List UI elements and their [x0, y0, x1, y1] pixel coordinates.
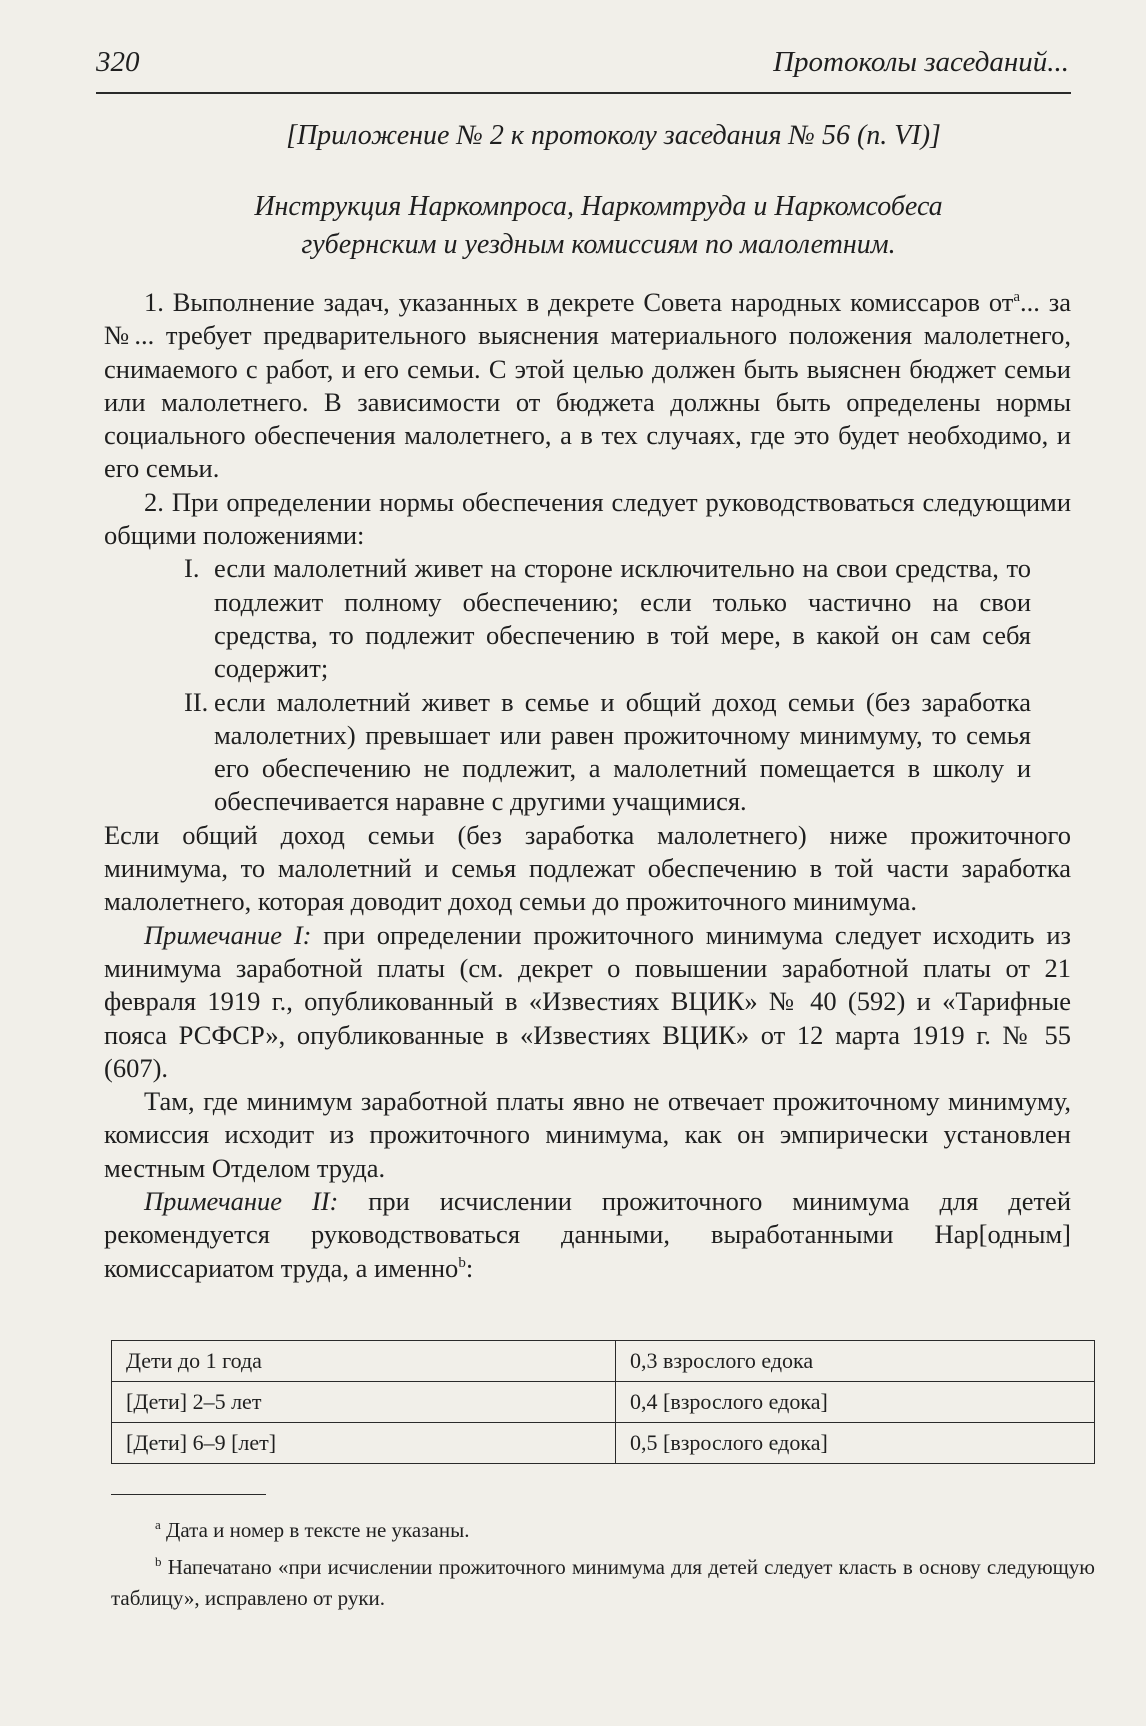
document-title-line-1: Инструкция Наркомпроса, Наркомтруда и Наркомсобеса — [254, 191, 943, 222]
note-2-label: Примечание II: — [144, 1186, 339, 1217]
note-2-text: при исчислении прожиточного минимума для детей рекомендуется руководствоваться данными, выработанными Нар[одным] комиссариатом труда, а именно — [104, 1186, 1071, 1283]
footnote-ref-a: a — [1013, 289, 1021, 306]
document-title-line-2: губернским и уездным комиссиям по малолетним. — [301, 229, 896, 260]
footnote-mark-b: b — [155, 1554, 162, 1569]
list-marker-1: I. — [184, 553, 200, 584]
paragraph-1-start: 1. Выполнение задач, указанных в декрете Совета народных комиссаров от — [144, 287, 1014, 317]
running-head — [96, 42, 1071, 94]
list-item-1 — [104, 552, 1071, 685]
footnote-divider — [111, 1494, 266, 1495]
note-2 — [104, 1185, 1071, 1285]
paragraph-3: Если общий доход семьи (без заработка малолетнего) ниже прожиточного минимума, то малолетний и семья подлежат обеспечению в той части заработка малолетнего, которая доводит доход семьи до прожиточного минимума. — [104, 819, 1071, 917]
appendix-title: [Приложение № 2 к протоколу заседания № 56 (п. VI)] — [286, 120, 941, 151]
note-1-label: Примечание I: — [144, 919, 312, 950]
page-number: 320 — [96, 46, 140, 78]
subsistence-table — [111, 1340, 1095, 1464]
document-title — [96, 188, 1071, 264]
paragraph-1 — [104, 286, 1071, 486]
table-cell-age: Дети до 1 года — [112, 1341, 616, 1382]
running-title: Протоколы заседаний... — [773, 46, 1069, 78]
table-cell-norm: 0,5 [взрослого едока] — [616, 1423, 1095, 1464]
footnote-a — [111, 1515, 1095, 1546]
table-cell-norm: 0,4 [взрослого едока] — [616, 1382, 1095, 1423]
note-1-text: при определении прожиточного минимума следует исходить из минимума заработной платы (см. декрет о повышении заработной платы от 21 февраля 1919 г., опубликованный в «Известиях ВЦИК» № 40 (592) и «Тарифные пояса РСФСР», опубликованные в «Известиях ВЦИК» от 12 марта 1919 г. № 55 (607). — [104, 919, 1071, 1083]
footnote-b — [111, 1552, 1095, 1614]
list-marker-2: II. — [184, 686, 209, 717]
paragraph-2: 2. При определении нормы обеспечения следует руководствоваться следующими общими положениями: — [104, 486, 1071, 551]
table-row — [112, 1423, 1095, 1464]
footnotes — [111, 1515, 1095, 1620]
list-item-1-text: если малолетний живет на стороне исключительно на свои средства, то подлежит полному обеспечению; если только частично на свои средства, то подлежит обеспечению в той мере, в какой он сам себя содержит; — [214, 553, 1031, 684]
table-cell-norm: 0,3 взрослого едока — [616, 1341, 1095, 1382]
note-1 — [104, 919, 1071, 1085]
paragraph-4: Там, где минимум заработной платы явно не отвечает прожиточному минимуму, комиссия исходит из прожиточного минимума, как он эмпирически установлен местным Отделом труда. — [104, 1086, 1071, 1183]
list-item-2-text: если малолетний живет в семье и общий доход семьи (без заработка малолетних) превышает или равен прожиточному минимуму, то семья его обеспечению не подлежит, а малолетний помещается в школу и обеспечивается наравне с другими учащимися. — [214, 686, 1031, 817]
footnote-a-text: Дата и номер в тексте не указаны. — [160, 1518, 470, 1542]
paragraph-1-end: ... за №... требует предварительного выяснения материального положения малолетнего, снимаемого с работ, и его семьи. С этой целью должен быть выяснен бюджет семьи или малолетнего. В зависимости от бюджета должны быть определены нормы социального обеспечения малолетнего, а в тех случаях, где это будет необходимо, и его семьи. — [104, 287, 1072, 484]
footnote-ref-b: b — [458, 1254, 466, 1271]
table-row — [112, 1341, 1095, 1382]
list-item-2 — [104, 686, 1071, 819]
table-row — [112, 1382, 1095, 1423]
table-cell-age: [Дети] 2–5 лет — [112, 1382, 616, 1423]
subsistence-table-grid — [111, 1340, 1095, 1464]
footnote-mark-a: a — [155, 1517, 161, 1532]
table-cell-age: [Дети] 6–9 [лет] — [112, 1423, 616, 1464]
note-2-end: : — [465, 1252, 474, 1283]
body-text — [104, 286, 1071, 1285]
footnote-b-text: Напечатано «при исчислении прожиточного минимума для детей следует класть в основу следующую таблицу», исправлено от руки. — [111, 1555, 1095, 1610]
